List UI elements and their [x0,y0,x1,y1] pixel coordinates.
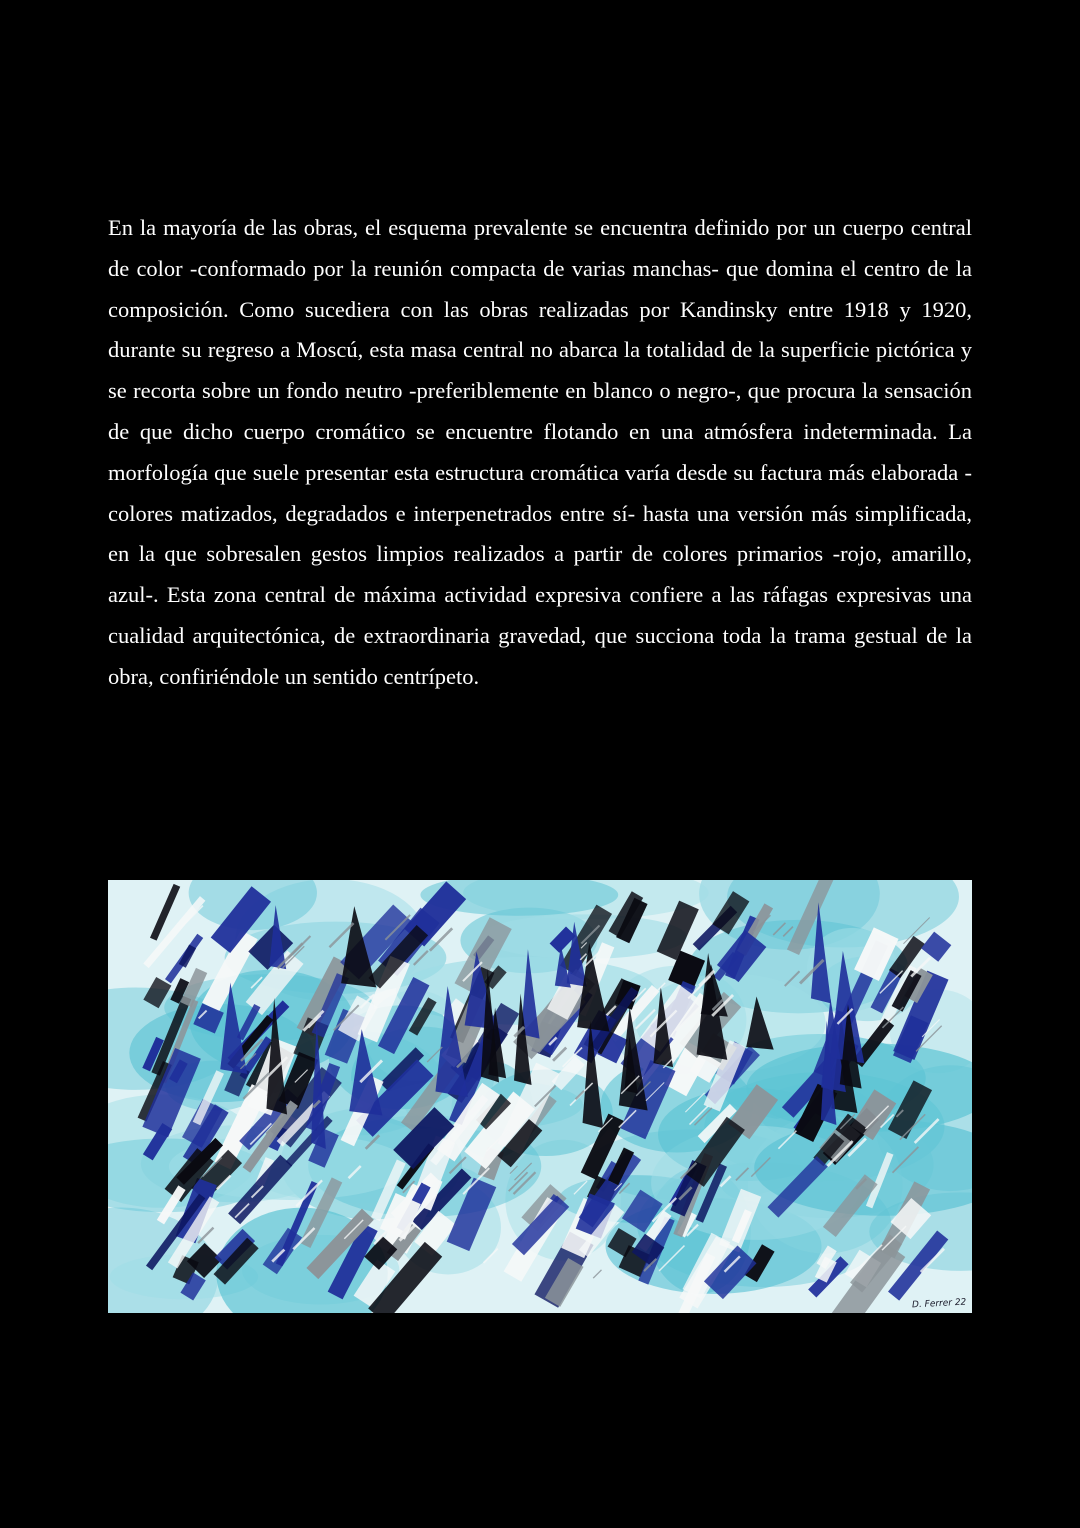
painting-signature: D. Ferrer 22 [911,1297,967,1311]
painting-artwork [108,880,972,1313]
abstract-painting [108,880,972,1313]
body-paragraph: En la mayoría de las obras, el esquema prevalente se encuentra definido por un cuerpo central de color -conformado por la reunión compacta de varias manchas- que domina el centro de la composición. Como sucediera con las obras realizadas por Kandinsky entre 1918 y 1920, durante su regreso a Moscú, esta masa central no abarca la totalidad de la superficie pictórica y se recorta sobre un fondo neutro -preferiblemente en blanco o negro-, que procura la sensación de que dicho cuerpo cromático se encuentre flotando en una atmósfera indeterminada. La morfología que suele presentar esta estructura cromática varía desde su factura más elaborada -colores matizados, degradados e interpenetrados entre sí- hasta una versión más simplificada, en la que sobresalen gestos limpios realizados a partir de colores primarios -rojo, amarillo, azul-. Esta zona central de máxima actividad expresiva confiere a las ráfagas expresivas una cualidad arquitectónica, de extraordinaria gravedad, que succiona toda la trama gestual de la obra, confiriéndole un sentido centrípeto. [108,215,972,689]
